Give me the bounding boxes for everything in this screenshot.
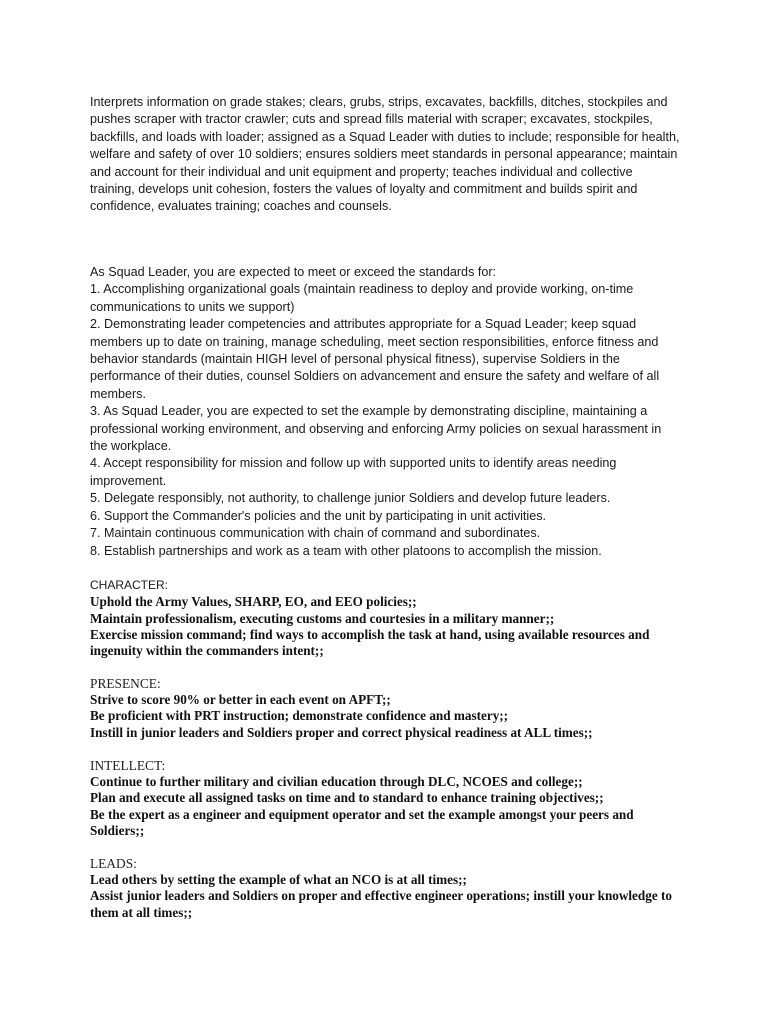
character-section — [90, 577, 680, 660]
character-item: Exercise mission command; find ways to accomplish the task at hand, using available resources and ingenuity within the commanders intent;; — [90, 627, 650, 659]
character-heading: CHARACTER: — [90, 578, 169, 592]
leads-section — [90, 856, 680, 921]
presence-section — [90, 676, 680, 741]
standards-item: 1. Accomplishing organizational goals (maintain readiness to deploy and provide working, on-time communications to units we support) — [90, 282, 634, 314]
intellect-item: Plan and execute all assigned tasks on time and to standard to enhance training objectives;; — [90, 790, 604, 806]
presence-item: Strive to score 90% or better in each event on APFT;; — [90, 692, 391, 707]
intellect-item: Continue to further military and civilian education through DLC, NCOES and college;; — [90, 774, 583, 789]
standards-item: 5. Delegate responsibly, not authority, to challenge junior Soldiers and develop future leaders. — [90, 491, 611, 506]
standards-item: 8. Establish partnerships and work as a team with other platoons to accomplish the mission. — [90, 543, 602, 558]
standards-item: 6. Support the Commander's policies and the unit by participating in unit activities. — [90, 508, 547, 523]
standards-heading: As Squad Leader, you are expected to meet or exceed the standards for: — [90, 265, 497, 279]
character-item: Maintain professionalism, executing customs and courtesies in a military manner;; — [90, 610, 555, 626]
leads-item: Lead others by setting the example of what an NCO is at all times;; — [90, 872, 467, 887]
standards-item: 7. Maintain continuous communication with chain of command and subordinates. — [90, 526, 541, 541]
standards-section — [90, 264, 680, 560]
leads-heading: LEADS: — [90, 856, 137, 871]
leads-item: Assist junior leaders and Soldiers on proper and effective engineer operations; instill your knowledge to them at all times;; — [90, 888, 672, 920]
intellect-section — [90, 758, 680, 839]
presence-item: Instill in junior leaders and Soldiers proper and correct physical readiness at ALL times;; — [90, 724, 593, 740]
presence-heading: PRESENCE: — [90, 676, 161, 691]
standards-item: 3. As Squad Leader, you are expected to set the example by demonstrating discipline, maintaining a professional working environment, and observing and enforcing Army policies on sexual harassment in the workplace. — [90, 404, 662, 454]
standards-item: 2. Demonstrating leader competencies and attributes appropriate for a Squad Leader; keep squad members up to date on training, manage scheduling, meet section responsibilities, enforce fitness and behavior standards (maintain HIGH level of personal physical fitness), supervise Soldiers in the performance of their duties, counsel Soldiers on advancement and ensure the safety and welfare of all members. — [90, 317, 660, 401]
standards-item: 4. Accept responsibility for mission and follow up with supported units to identify areas needing improvement. — [90, 456, 617, 488]
character-item: Uphold the Army Values, SHARP, EO, and EEO policies;; — [90, 594, 417, 610]
presence-item: Be proficient with PRT instruction; demonstrate confidence and mastery;; — [90, 708, 509, 724]
intro-paragraph: Interprets information on grade stakes; clears, grubs, strips, excavates, backfills, ditches, stockpiles and pushes scraper with tractor crawler; cuts and spread fills material with scraper; excavates, stockpiles, backfills, and loads with loader; assigned as a Squad Leader with duties to include; responsible for health, welfare and safety of over 10 soldiers; ensures soldiers meet standards in personal appearance; maintain and account for their individual and unit equipment and property; teaches individual and collective training, develops unit cohesion, fosters the values of loyalty and commitment and builds spirit and confidence, evaluates training; coaches and counsels. — [90, 95, 680, 214]
intellect-item: Be the expert as a engineer and equipment operator and set the example amongst your peers and Soldiers;; — [90, 806, 634, 838]
intellect-heading: INTELLECT: — [90, 758, 166, 773]
